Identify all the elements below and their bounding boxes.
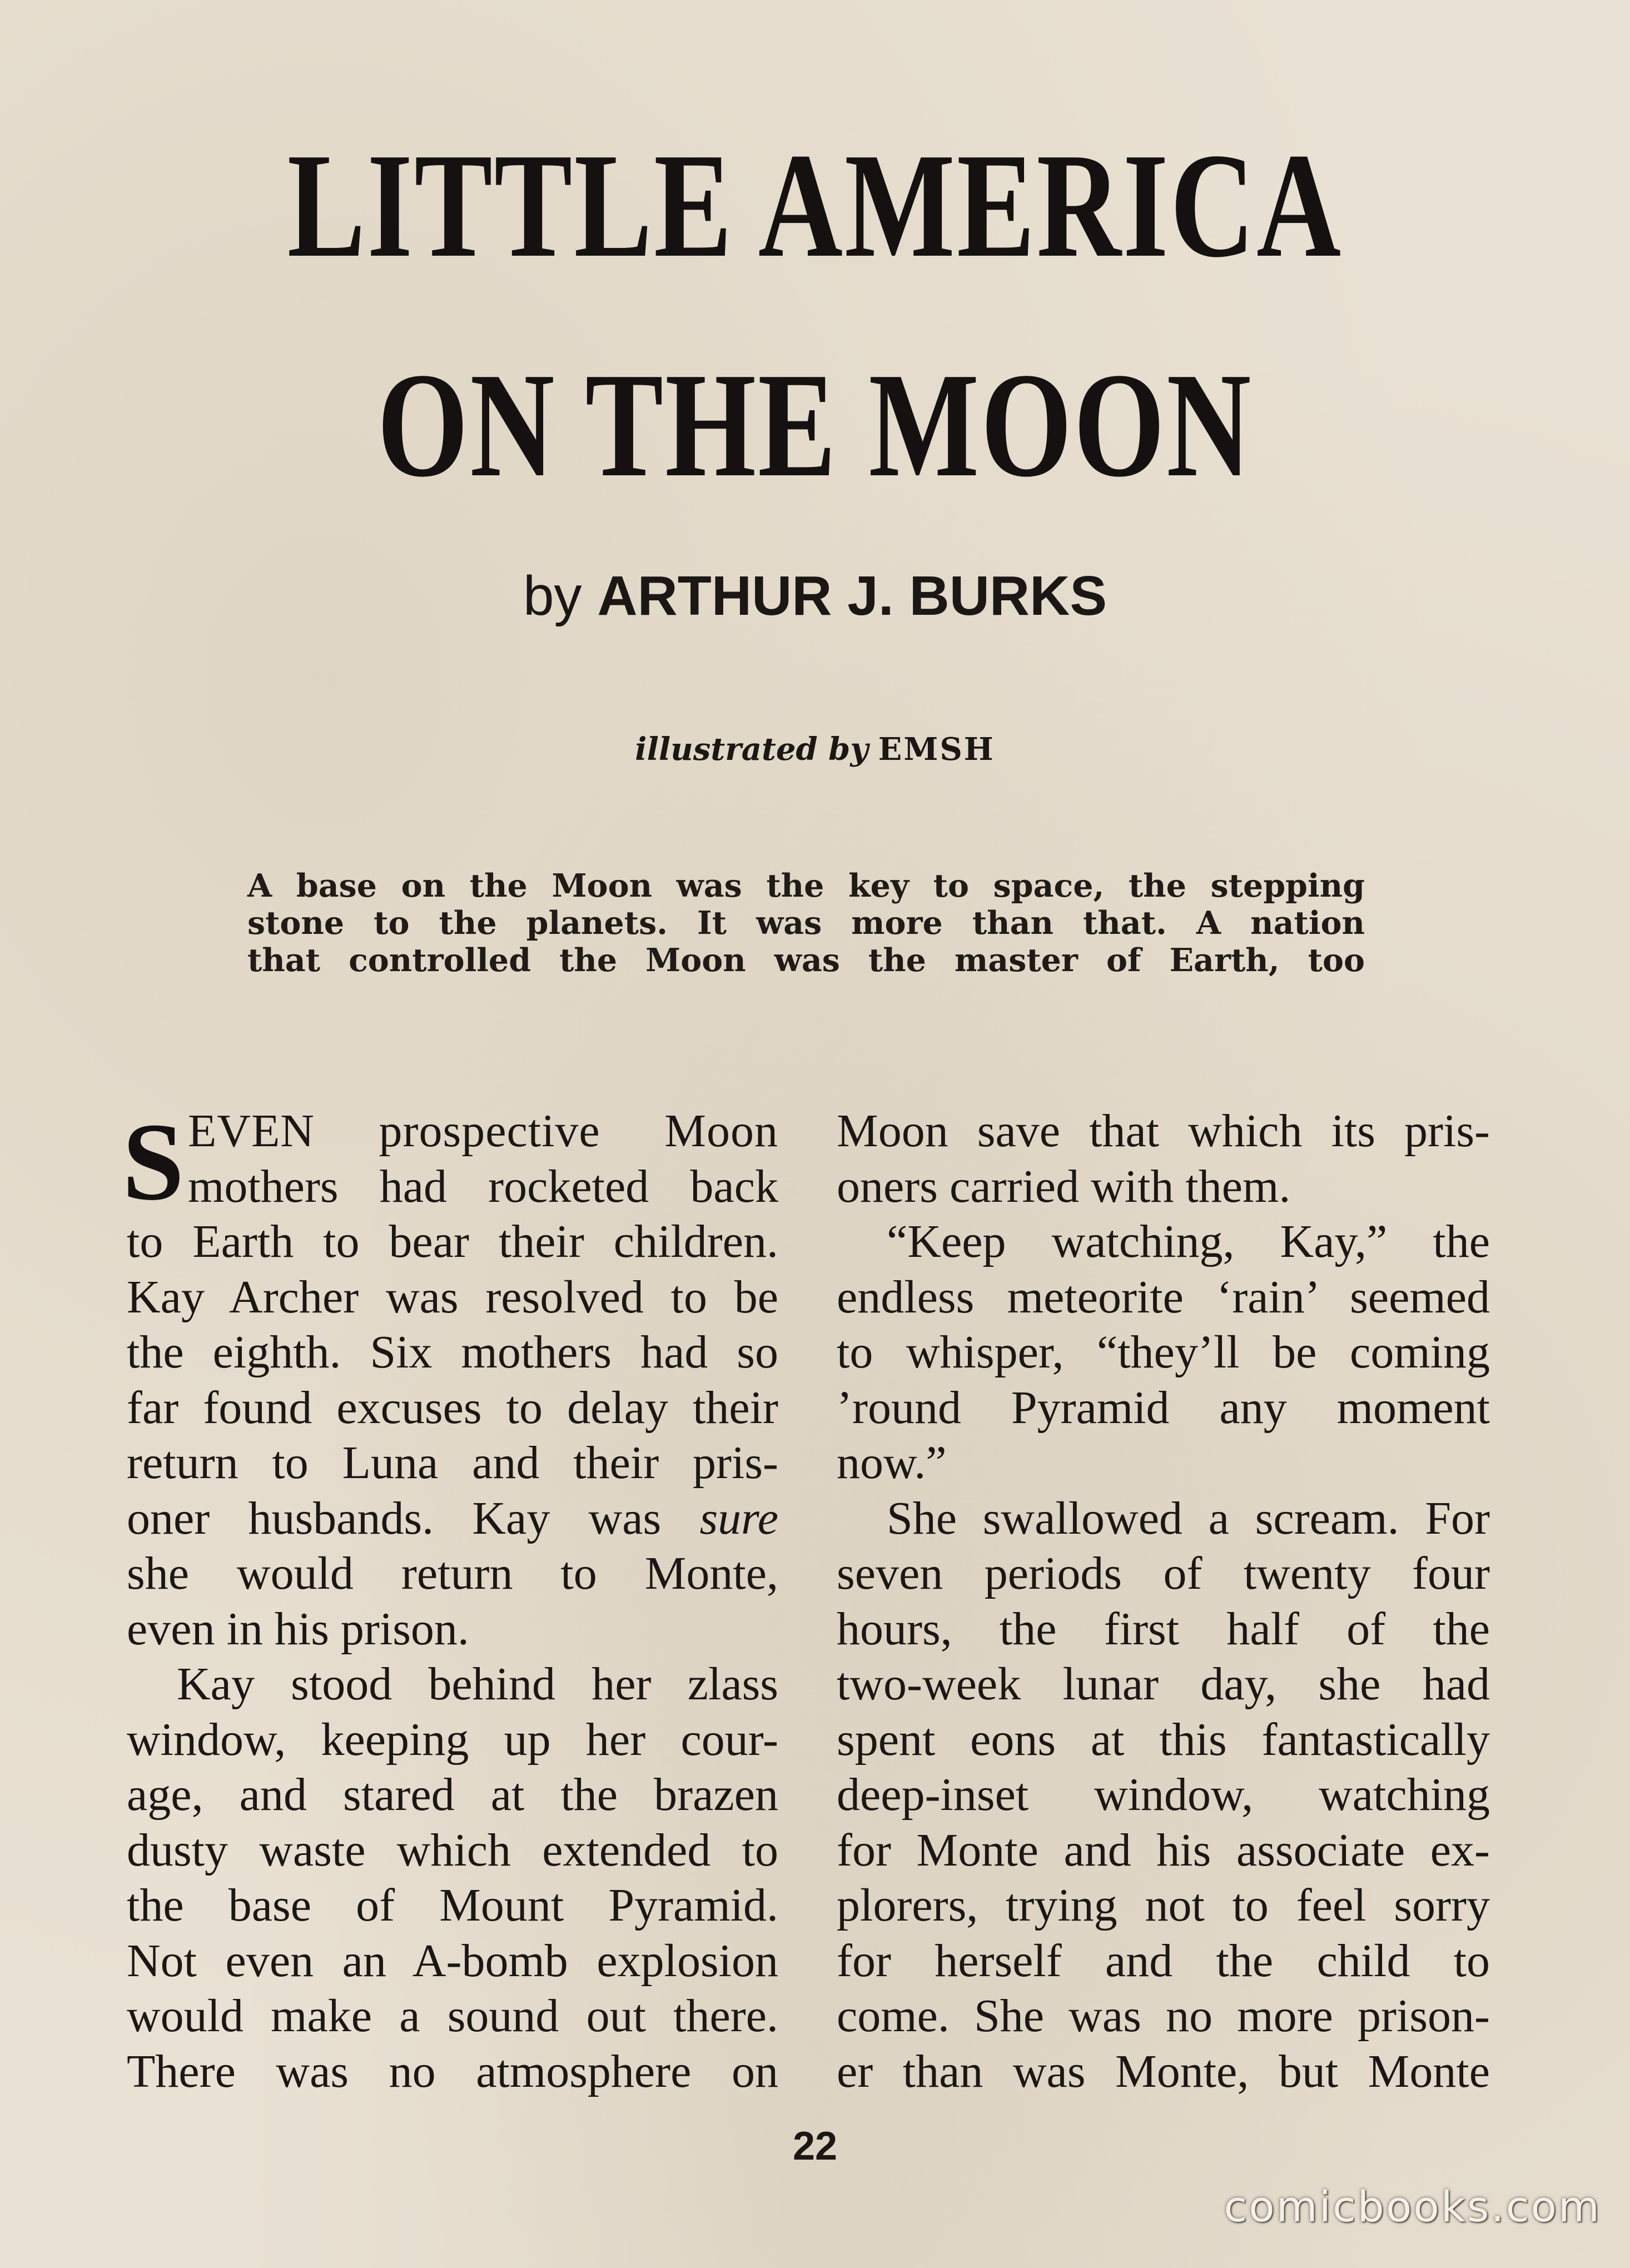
text-line: ’round Pyramid any moment	[837, 1381, 1490, 1434]
text-line: “Keep watching, Kay,” the	[887, 1216, 1490, 1267]
author-name: ARTHUR J. BURKS	[597, 565, 1107, 627]
blurb-line: A base on the Moon was the key to space, the stepping	[247, 867, 1365, 904]
text-line: Moon save that which its pris-	[837, 1105, 1490, 1157]
text-line: to whisper, “they’ll be coming	[837, 1326, 1490, 1378]
text-line: plorers, trying not to feel sorry	[837, 1879, 1490, 1931]
text-line: the eighth. Six mothers had so	[127, 1326, 778, 1378]
text-line: deep-inset window, watching	[837, 1769, 1490, 1821]
text-segment: oner husbands. Kay was	[127, 1492, 700, 1544]
illustrator-name: EMSH	[878, 731, 995, 768]
text-line: There was no atmosphere on	[127, 2045, 778, 2097]
text-line: window, keeping up her cour-	[127, 1713, 778, 1765]
text-line: age, and stared at the brazen	[127, 1769, 778, 1821]
text-line: er than was Monte, but Monte	[837, 2045, 1490, 2097]
text-line: She swallowed a scream. For	[887, 1492, 1490, 1544]
blurb-line: that controlled the Moon was the master of Earth, too	[247, 942, 1365, 979]
text-line: now.”	[837, 1437, 947, 1489]
text-line: she would return to Monte,	[127, 1548, 778, 1599]
page-number: 22	[792, 2124, 838, 2168]
text-line: seven periods of twenty four	[837, 1548, 1490, 1599]
text-line: Not even an A-bomb explosion	[127, 1934, 778, 1987]
drop-cap: S	[122, 1101, 185, 1223]
text-line: Kay Archer was resolved to be	[127, 1271, 778, 1323]
text-line: hours, the first half of the	[837, 1603, 1490, 1655]
text-line: dusty waste which extended to	[127, 1824, 778, 1876]
text-line: to Earth to bear their children.	[127, 1216, 778, 1267]
text-line: for Monte and his associate ex-	[837, 1824, 1490, 1876]
text-line: two-week lunar day, she had	[837, 1658, 1490, 1710]
text-line: EVEN prospective Moon	[188, 1105, 778, 1157]
blurb-line: stone to the planets. It was more than that. A nation	[247, 904, 1365, 942]
text-line: would make a sound out there.	[127, 1990, 778, 2042]
story-column-right	[837, 1103, 1490, 2099]
text-line: far found excuses to delay their	[127, 1381, 778, 1434]
text-line: return to Luna and their pris-	[127, 1437, 778, 1489]
story-blurb	[247, 867, 1365, 979]
byline	[0, 564, 1630, 628]
site-watermark: comicbooks.com	[1224, 2182, 1601, 2231]
text-line: Kay stood behind her zlass	[177, 1658, 778, 1710]
text-line: spent eons at this fantastically	[837, 1713, 1490, 1765]
illustration-prefix: illustrated by	[635, 731, 868, 768]
text-line: mothers had rocketed back	[188, 1160, 778, 1212]
byline-prefix: by	[523, 565, 582, 627]
story-column-left	[122, 1101, 778, 2099]
story-title-line-1: LITTLE AMERICA	[287, 122, 1343, 289]
text-line: the base of Mount Pyramid.	[127, 1879, 778, 1931]
text-line	[127, 1491, 778, 1546]
text-line: endless meteorite ‘rain’ seemed	[837, 1271, 1490, 1323]
text-line: come. She was no more prison-	[837, 1990, 1490, 2042]
emphasis-word: sure	[699, 1492, 778, 1544]
text-line: oners carried with them.	[837, 1160, 1291, 1212]
text-line: for herself and the child to	[837, 1934, 1490, 1987]
text-line: even in his prison.	[127, 1603, 469, 1655]
story-title-line-2: ON THE MOON	[377, 342, 1253, 508]
illustration-credit	[0, 731, 1630, 768]
